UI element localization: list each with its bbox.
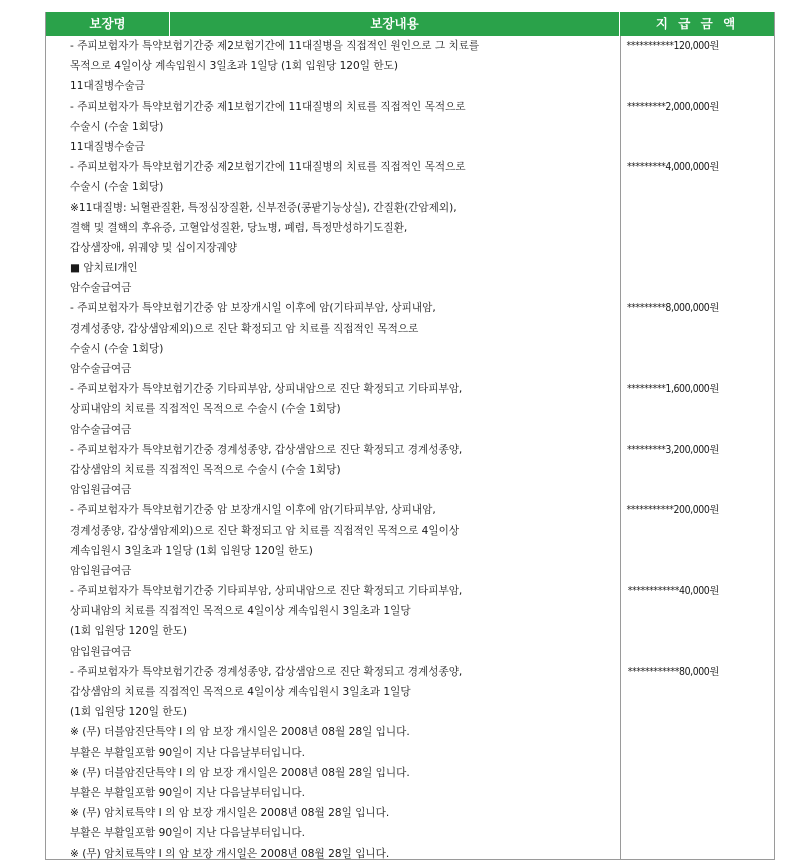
table-row xyxy=(46,339,774,359)
coverage-text: 목적으로 4일이상 계속입원시 3일초과 1일당 (1회 입원당 120일 한도) xyxy=(70,60,398,73)
table-row xyxy=(46,743,774,763)
table-row xyxy=(46,218,774,238)
table-row xyxy=(46,581,774,601)
coverage-text: 11대질병수술금 xyxy=(70,80,145,93)
table-row xyxy=(46,541,774,561)
coverage-text: 수술시 (수술 1회당) xyxy=(70,181,164,194)
table-row xyxy=(46,702,774,722)
coverage-text: 11대질병수술금 xyxy=(70,140,145,153)
table-row xyxy=(46,783,774,803)
coverage-text: (1회 입원당 120일 한도) xyxy=(70,625,187,638)
table-row xyxy=(46,238,774,258)
payment-amount: ************40,000원 xyxy=(627,585,719,598)
table-row xyxy=(46,36,774,56)
coverage-text: 경계성종양, 갑상샘암제외)으로 진단 확정되고 암 치료를 직접적인 목적으로 4일이상 xyxy=(70,524,460,537)
table-body xyxy=(46,36,774,860)
coverage-text: - 주피보험자가 특약보험기간중 암 보장개시일 이후에 암(기타피부암, 상피내암, xyxy=(70,504,436,517)
table-row xyxy=(46,258,774,278)
coverage-table xyxy=(45,12,775,860)
table-row xyxy=(46,621,774,641)
coverage-text: 암수술급여금 xyxy=(70,282,132,295)
table-row xyxy=(46,763,774,783)
coverage-text: 계속입원시 3일초과 1일당 (1회 입원당 120일 한도) xyxy=(70,544,313,557)
table-row xyxy=(46,803,774,823)
coverage-text: ※ (무) 암치료특약 I 의 암 보장 개시일은 2008년 08월 28일 입니다. xyxy=(70,847,390,860)
coverage-text: ※ (무) 암치료특약 I 의 암 보장 개시일은 2008년 08월 28일 입니다. xyxy=(70,807,390,820)
coverage-text: 갑상샘암의 치료를 직접적인 목적으로 4일이상 계속입원시 3일초과 1일당 xyxy=(70,686,411,698)
coverage-text: - 주피보험자가 특약보험기간중 암 보장개시일 이후에 암(기타피부암, 상피내암, xyxy=(70,302,436,315)
coverage-text: 경계성종양, 갑상샘암제외)으로 진단 확정되고 암 치료를 직접적인 목적으로 xyxy=(70,322,419,335)
table-row xyxy=(46,198,774,218)
table-row xyxy=(46,319,774,339)
header-coverage-details: 보장내용 xyxy=(170,12,620,36)
coverage-text: 암입원급여금 xyxy=(70,484,132,497)
table-row xyxy=(46,844,774,861)
coverage-text: 갑상샘장애, 위궤양 및 십이지장궤양 xyxy=(70,241,237,254)
table-row xyxy=(46,117,774,137)
table-row xyxy=(46,278,774,298)
table-row xyxy=(46,97,774,117)
coverage-text: - 주피보험자가 특약보험기간중 제2보험기간에 11대질병의 치료를 직접적인 목적으로 xyxy=(70,161,466,174)
coverage-text: 암입원급여금 xyxy=(70,645,132,658)
coverage-text: 부활은 부활일포함 90일이 지난 다음날부터입니다. xyxy=(70,746,305,759)
coverage-text: - 주피보험자가 특약보험기간중 기타피부암, 상피내암으로 진단 확정되고 기타피부암, xyxy=(70,383,463,396)
coverage-text: 상피내암의 치료를 직접적인 목적으로 수술시 (수술 1회당) xyxy=(70,403,341,416)
coverage-text: 상피내암의 치료를 직접적인 목적으로 4일이상 계속입원시 3일초과 1일당 xyxy=(70,605,411,618)
coverage-text: 부활은 부활일포함 90일이 지난 다음날부터입니다. xyxy=(70,827,305,840)
table-row xyxy=(46,76,774,96)
table-row xyxy=(46,399,774,419)
table-row xyxy=(46,601,774,621)
payment-amount: *********2,000,000원 xyxy=(626,100,719,113)
coverage-text: ■ 암치료I개인 xyxy=(70,262,138,275)
payment-amount: *********4,000,000원 xyxy=(626,161,719,174)
table-row xyxy=(46,682,774,702)
header-coverage-name: 보장명 xyxy=(46,12,170,36)
coverage-text: - 주피보험자가 특약보험기간중 경계성종양, 갑상샘암으로 진단 확정되고 경계성종양, xyxy=(70,443,463,456)
coverage-text: - 주피보험자가 특약보험기간중 경계성종양, 갑상샘암으로 진단 확정되고 경계성종양, xyxy=(70,665,463,678)
payment-amount: *********1,600,000원 xyxy=(626,383,719,396)
coverage-text: 수술시 (수술 1회당) xyxy=(70,342,164,355)
payment-amount: ***********200,000원 xyxy=(626,504,719,517)
coverage-text: - 주피보험자가 특약보험기간중 기타피부암, 상피내암으로 진단 확정되고 기타피부암, xyxy=(70,585,463,598)
table-row xyxy=(46,298,774,318)
table-row xyxy=(46,823,774,843)
table-row xyxy=(46,460,774,480)
payment-amount: *********8,000,000원 xyxy=(626,302,719,315)
coverage-text: ※ (무) 더블암진단특약 I 의 암 보장 개시일은 2008년 08월 28일 입니다. xyxy=(70,726,410,739)
coverage-text: 결핵 및 결핵의 후유증, 고혈압성질환, 당뇨병, 폐렴, 특정만성하기도질환, xyxy=(70,221,408,234)
table-row xyxy=(46,662,774,682)
coverage-text: ※11대질병: 뇌혈관질환, 특정심장질환, 신부전증(콩팥기능상실), 간질환(간암제외), xyxy=(70,201,457,214)
coverage-text: - 주피보험자가 특약보험기간중 제2보험기간에 11대질병을 직접적인 원인으로 그 치료를 xyxy=(70,40,480,52)
payment-amount: *********3,200,000원 xyxy=(626,443,719,456)
table-row xyxy=(46,137,774,157)
payment-amount: ***********120,000원 xyxy=(626,40,719,52)
table-row xyxy=(46,440,774,460)
table-row xyxy=(46,642,774,662)
table-row xyxy=(46,177,774,197)
coverage-text: (1회 입원당 120일 한도) xyxy=(70,706,187,719)
table-row xyxy=(46,420,774,440)
coverage-text: 갑상샘암의 치료를 직접적인 목적으로 수술시 (수술 1회당) xyxy=(70,463,341,476)
coverage-text: 암입원급여금 xyxy=(70,564,132,577)
header-payment-amount: 지 급 금 액 xyxy=(655,16,739,31)
table-row xyxy=(46,157,774,177)
table-row xyxy=(46,480,774,500)
table-row xyxy=(46,561,774,581)
table-row xyxy=(46,500,774,520)
coverage-text: 암수술급여금 xyxy=(70,363,132,375)
table-row xyxy=(46,379,774,399)
coverage-text: - 주피보험자가 특약보험기간중 제1보험기간에 11대질병의 치료를 직접적인 목적으로 xyxy=(70,100,466,113)
coverage-text: ※ (무) 더블암진단특약 I 의 암 보장 개시일은 2008년 08월 28일 입니다. xyxy=(70,766,410,779)
table-row xyxy=(46,56,774,76)
coverage-text: 부활은 부활일포함 90일이 지난 다음날부터입니다. xyxy=(70,786,305,799)
table-row xyxy=(46,722,774,742)
coverage-text: 암수술급여금 xyxy=(70,423,132,436)
table-row xyxy=(46,521,774,541)
payment-amount: ************80,000원 xyxy=(627,665,719,678)
table-row xyxy=(46,359,774,379)
coverage-text: 수술시 (수술 1회당) xyxy=(70,120,164,133)
table-header xyxy=(46,12,774,36)
